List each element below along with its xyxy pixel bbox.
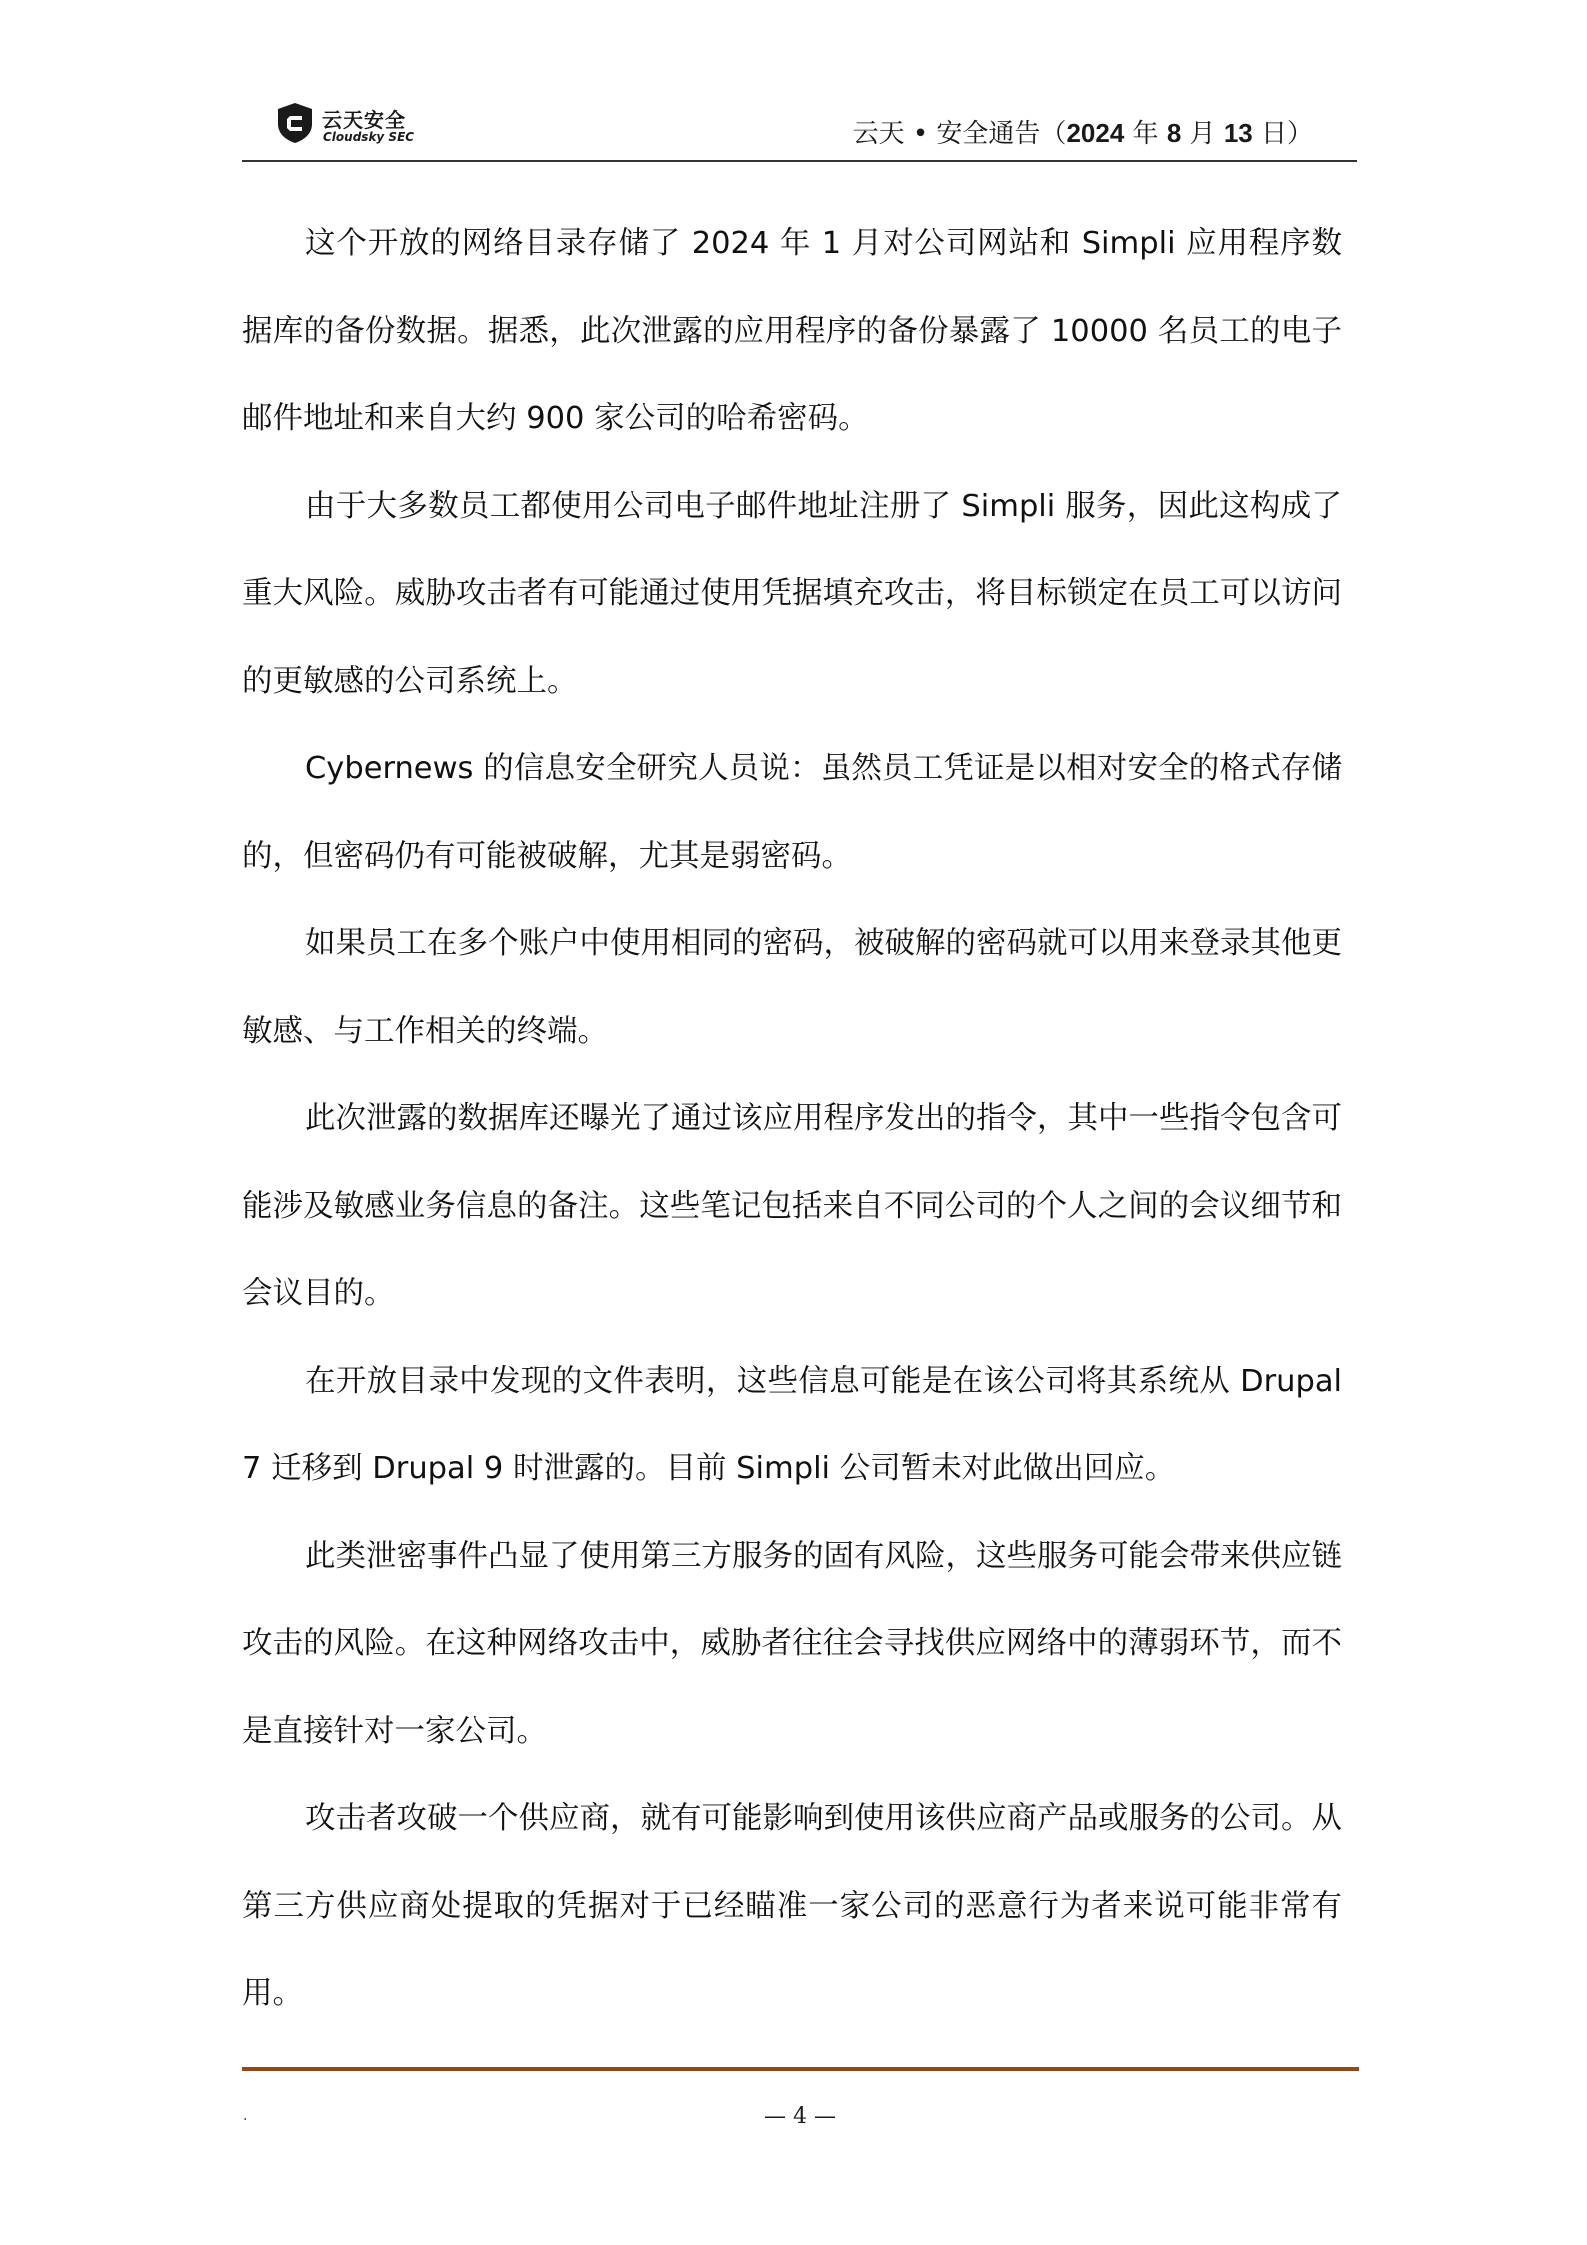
bulletin-day: 13 — [1223, 118, 1253, 148]
paragraph: 由于大多数员工都使用公司电子邮件地址注册了 Simpli 服务，因此这构成了重大风险。威胁攻击者有可能通过使用凭据填充攻击，将目标锁定在员工可以访问的更敏感的公司系统上。 — [242, 488, 1342, 699]
bulletin-year: 2024 — [1066, 118, 1125, 148]
page-number: — 4 — — [764, 2104, 836, 2129]
bulletin-year-unit: 年 — [1124, 119, 1167, 149]
bulletin-title — [853, 113, 1313, 150]
page-header — [242, 96, 1357, 162]
bulletin-month: 8 — [1166, 118, 1182, 148]
bulletin-title-suffix: 日） — [1252, 119, 1313, 149]
company-logo — [276, 102, 436, 148]
article-body — [242, 200, 1342, 2038]
paragraph: 此类泄密事件凸显了使用第三方服务的固有风险，这些服务可能会带来供应链攻击的风险。在这种网络攻击中，威胁者往往会寻找供应网络中的薄弱环节，而不是直接针对一家公司。 — [242, 1538, 1342, 1749]
header-divider — [242, 160, 1357, 162]
paragraph: 在开放目录中发现的文件表明，这些信息可能是在该公司将其系统从 Drupal 7 迁移到 Drupal 9 时泄露的。目前 Simpli 公司暂未对此做出回应。 — [242, 1363, 1342, 1486]
paragraph: 这个开放的网络目录存储了 2024 年 1 月对公司网站和 Simpli 应用程序数据库的备份数据。据悉，此次泄露的应用程序的备份暴露了 10000 名员工的电子邮件地址和来自大约 900 家公司的哈希密码。 — [242, 226, 1342, 436]
footer-divider — [242, 2067, 1359, 2071]
paragraph: 此次泄露的数据库还曝光了通过该应用程序发出的指令，其中一些指令包含可能涉及敏感业务信息的备注。这些笔记包括来自不同公司的个人之间的会议细节和会议目的。 — [242, 1101, 1342, 1311]
bulletin-month-unit: 月 — [1181, 119, 1224, 149]
paragraph: 如果员工在多个账户中使用相同的密码，被破解的密码就可以用来登录其他更敏感、与工作相关的终端。 — [242, 926, 1342, 1049]
footer-dot: . — [243, 2108, 248, 2124]
logo-chinese-name: 云天安全 — [322, 108, 406, 132]
paragraph: 攻击者攻破一个供应商，就有可能影响到使用该供应商产品或服务的公司。从第三方供应商处提取的凭据对于已经瞄准一家公司的恶意行为者来说可能非常有用。 — [242, 1801, 1342, 2011]
paragraph: Cybernews 的信息安全研究人员说：虽然员工凭证是以相对安全的格式存储的，但密码仍有可能被破解，尤其是弱密码。 — [242, 751, 1342, 874]
cloudsky-shield-logo-icon — [276, 102, 314, 144]
logo-english-name: Cloudsky SEC — [323, 130, 415, 144]
bulletin-title-prefix: 云天 • 安全通告（ — [852, 119, 1067, 149]
